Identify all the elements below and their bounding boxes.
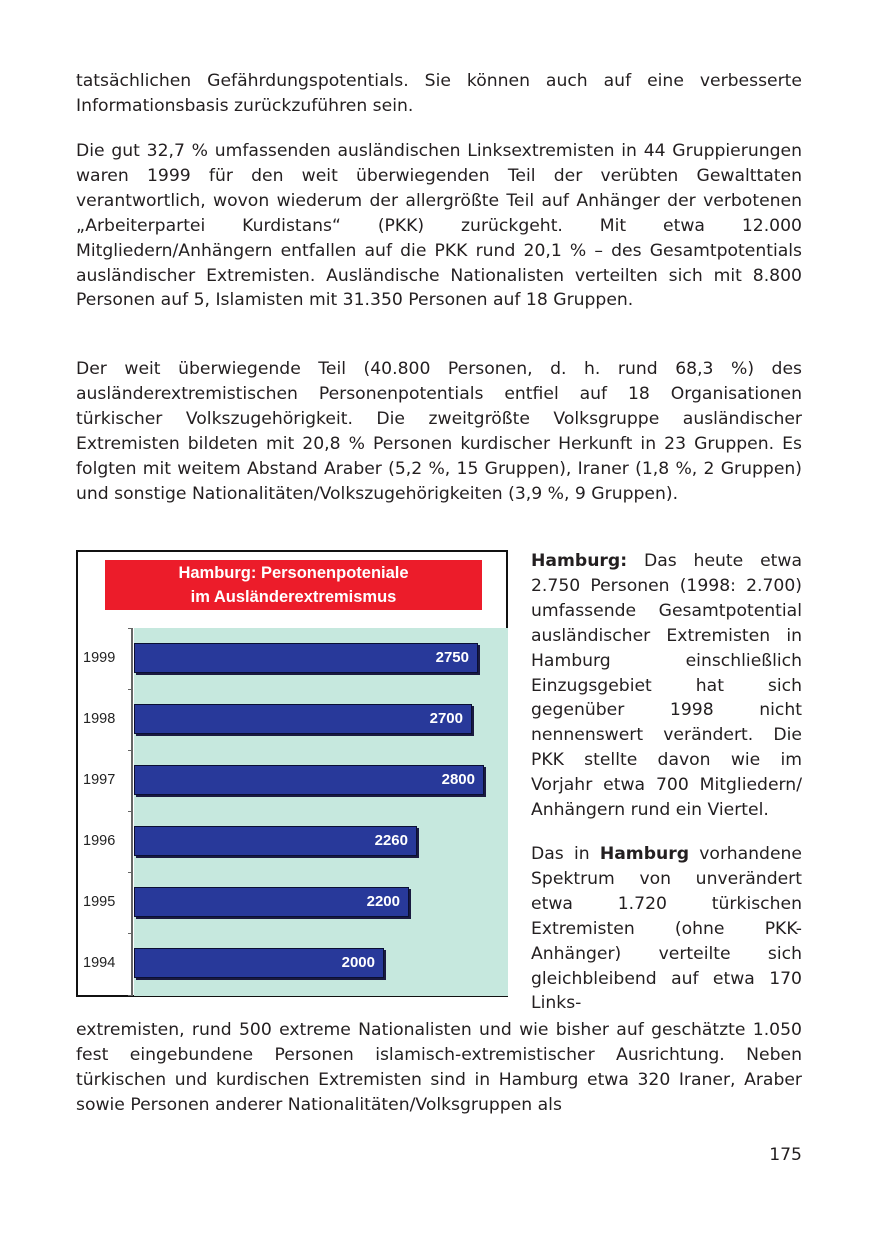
bar-1998 (134, 704, 472, 734)
paragraph-hamburg-total (531, 549, 802, 823)
y-axis-tick (128, 995, 132, 996)
paragraph-hamburg-spectrum (531, 842, 802, 1016)
y-axis-tick (128, 628, 132, 629)
y-axis-tick (128, 689, 132, 690)
bar-value-label: 2000 (341, 954, 375, 971)
plot-area (134, 628, 508, 996)
chart-title (105, 560, 482, 610)
paragraph-continuation: extremisten, rund 500 extreme Nationalisten und wie bisher auf geschätzte 1.050 fest eingebundene Personen islamisch-extremistischer Ausrichtung. Neben türkischen und kurdischen Extremisten sind in Hamburg etwa 320 Iraner, Araber sowie Personen anderer Nationalitäten/Volksgruppen als (76, 1020, 802, 1115)
bar-value-label: 2700 (429, 710, 463, 727)
bar-value-label: 2800 (441, 771, 475, 788)
spectrum-hamburg-bold: Hamburg (599, 843, 690, 864)
bar-chart (76, 550, 508, 997)
chart-title-line-1: Hamburg: Personenpoteniale (178, 564, 409, 582)
paragraph-intro: tatsächlichen Gefährdungspotentials. Sie können auch auf eine verbesserte Informationsbasis zurückzuführen sein. (76, 71, 802, 116)
y-axis-line (131, 628, 133, 996)
hamburg-total-text: Das heute etwa 2.750 Personen (1998: 2.700) umfassende Gesamtpotential ausländischer Extremisten in Hamburg einschließlich Einzugsgebiet hat sich gegenüber 1998 nicht nennenswert verändert. Die PKK stellte davon wie im Vorjahr etwa 700 Mitgliedern/ Anhängern rund ein Viertel. (531, 551, 802, 821)
year-tick-label: 1995 (83, 894, 116, 910)
bar-1995 (134, 887, 409, 917)
bar-1996 (134, 826, 417, 856)
spectrum-text-b: vorhandene Spektrum von unverändert etwa 1.720 türkischen Extremisten (ohne PKK-Anhänger) verteilte sich gleichbleibend auf etwa 170 Links- (531, 843, 802, 1014)
bar-1994 (134, 948, 384, 978)
y-axis-tick (128, 811, 132, 812)
year-tick-label: 1996 (83, 833, 116, 849)
bar-value-label: 2260 (374, 832, 408, 849)
y-axis-tick (128, 872, 132, 873)
year-tick-label: 1999 (83, 650, 116, 666)
hamburg-heading: Hamburg: (531, 551, 628, 571)
paragraph-volkszugehoerigkeit: Der weit überwiegende Teil (40.800 Personen, d. h. rund 68,3 %) des ausländerextremistischen Personenpotentials entfiel auf 18 Organisationen türkischer Volkszugehörigkeit. Die zweitgrößte Volksgruppe ausländischer Extremisten bildeten mit 20,8 % Personen kurdischer Herkunft in 23 Gruppen. Es folgten mit weitem Abstand Araber (5,2 %, 15 Gruppen), Iraner (1,8 %, 2 Gruppen) und sonstige Nationalitäten/Volkszugehörigkeiten (3,9 %, 9 Gruppen). (76, 359, 802, 504)
bar-value-label: 2200 (366, 893, 400, 910)
year-tick-label: 1994 (83, 955, 116, 971)
page-number: 175 (769, 1145, 802, 1165)
bar-1999 (134, 643, 478, 673)
bar-value-label: 2750 (435, 649, 469, 666)
year-tick-label: 1998 (83, 711, 116, 727)
bar-1997 (134, 765, 484, 795)
paragraph-linksextremisten: Die gut 32,7 % umfassenden ausländischen Linksextremisten in 44 Gruppierungen waren 1999 für den weit überwiegenden Teil der verübten Gewalttaten verantwortlich, wovon wiederum der allergrößte Teil auf Anhänger der verbotenen „Arbeiterpartei Kurdistans“ (PKK) zurückgeht. Mit etwa 12.000 Mitgliedern/Anhängern entfallen auf die PKK rund 20,1 % – des Gesamtpotentials ausländischer Extremisten. Ausländische Nationalisten verteilten sich mit 8.800 Personen auf 5, Islamisten mit 31.350 Personen auf 18 Gruppen. (76, 141, 802, 311)
hamburg-sidebar-text (531, 549, 802, 1035)
spectrum-text-a: Das in (531, 843, 600, 864)
y-axis-tick (128, 750, 132, 751)
chart-title-line-2: im Ausländerextremismus (190, 588, 397, 606)
year-tick-label: 1997 (83, 772, 116, 788)
y-axis-tick (128, 933, 132, 934)
